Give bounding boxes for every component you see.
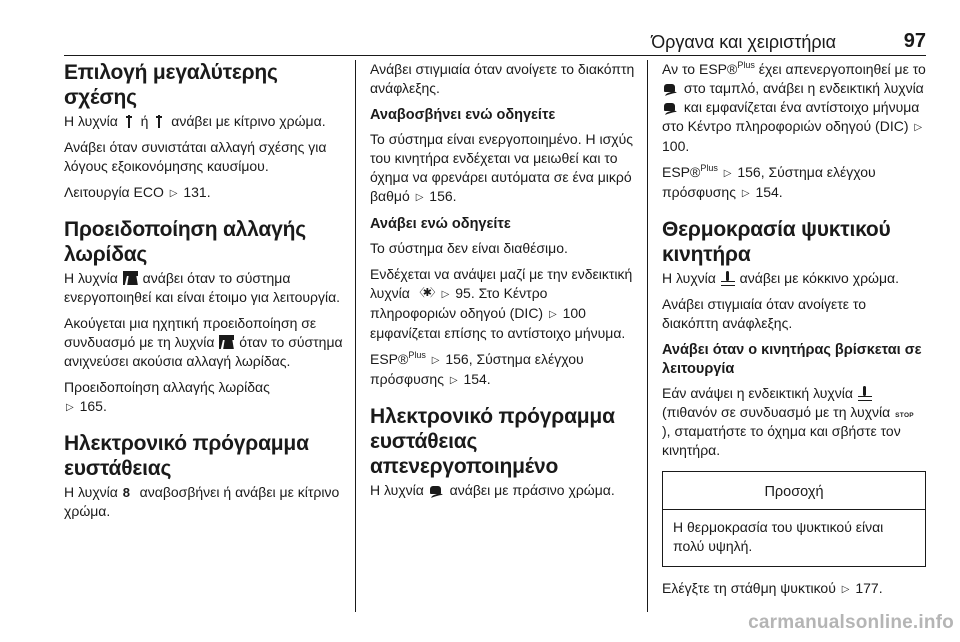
subheading: Ανάβει ενώ οδηγείτε xyxy=(370,216,511,232)
section-title-coolant: Θερμοκρασία ψυκτικού κινητήρα xyxy=(662,218,891,266)
watermark: carmanualsonline.info xyxy=(748,612,954,633)
reference-arrow-icon: ▷ xyxy=(66,402,74,413)
paragraph: Η λυχνία ανάβει όταν το σύστημα ενεργοποιηθεί και είναι έτοιμο για λειτουργία. xyxy=(64,270,341,305)
reference-arrow-icon: ▷ xyxy=(548,309,557,320)
column-3 xyxy=(662,60,926,606)
subheading: Ανάβει όταν ο κινητήρας βρίσκεται σε λειτουργία xyxy=(662,342,922,377)
paragraph: Η λυχνία ανάβει με πράσινο χρώμα. xyxy=(370,482,615,498)
section-title-lane: Προειδοποίηση αλλαγής λωρίδας xyxy=(64,218,306,266)
reference-arrow-icon: ▷ xyxy=(723,168,732,179)
column-1 xyxy=(64,60,349,528)
reference-arrow-icon: ▷ xyxy=(449,375,458,386)
coolant-temp-icon xyxy=(858,386,872,400)
paragraph: Ελέγξτε τη στάθμη ψυκτικού ▷ 177. xyxy=(662,579,926,599)
caution-title: Προσοχή xyxy=(663,472,925,510)
subheading: Αναβοσβήνει ενώ οδηγείτε xyxy=(370,107,556,123)
paragraph: Ανάβει στιγμιαία όταν ανοίγετε το διακόπτη ανάφλεξης. xyxy=(662,296,867,331)
coolant-temp-icon xyxy=(721,271,735,285)
paragraph: Ενδέχεται να ανάψει μαζί με την ενδεικτική λυχνία 〈✱〉 ▷ 95. Στο Κέντρο πληροφοριών οδηγού (DIC) ▷ 100 εμφανίζεται επίσης το αντίστοιχο μήνυμα. xyxy=(370,265,635,343)
lane-departure-icon xyxy=(219,335,234,349)
paragraph: Το σύστημα είναι ενεργοποιημένο. Η ισχύς του κινητήρα ενδέχεται να μειωθεί και το όχημα να φρενάρει αυτόματα σε ένα μικρό βαθμό ▷ 156. xyxy=(370,130,635,207)
caution-box xyxy=(662,471,926,567)
esp-car-icon xyxy=(429,484,445,497)
page-header xyxy=(64,28,926,56)
esp-flash-icon xyxy=(123,486,135,499)
column-2 xyxy=(370,60,635,507)
shift-up-icon xyxy=(123,115,136,128)
paragraph: Ανάβει όταν συνιστάται αλλαγή σχέσης για λόγους εξοικονόμησης καυσίμου. xyxy=(64,139,327,174)
page-number: 97 xyxy=(903,30,926,52)
paragraph: Η λυχνία ή ανάβει με κίτρινο χρώμα. xyxy=(64,113,326,129)
reference-arrow-icon: ▷ xyxy=(741,188,750,199)
paragraph: Ανάβει στιγμιαία όταν ανοίγετε το διακόπτη ανάφλεξης. xyxy=(370,61,635,96)
caution-body: Η θερμοκρασία του ψυκτικού είναι πολύ υψηλή. xyxy=(673,519,884,554)
paragraph: Αν το ESP®$^{Plus}$ έχει απενεργοποιηθεί με το στο ταμπλό, ανάβει η ενδεικτική λυχνία και εμφανίζεται ένα αντίστοιχο μήνυμα στο Κέντρο πληροφοριών οδηγού (DIC) ▷ 100. xyxy=(662,60,926,154)
lane-departure-icon xyxy=(123,271,138,285)
esp-car-icon xyxy=(663,101,679,114)
paragraph: Εάν ανάψει η ενδεικτική λυχνία (πιθανόν σε συνδυασμό με τη λυχνία STOP), σταματήστε το όχημα και σβήστε τον κινητήρα. xyxy=(662,384,926,460)
reference-arrow-icon: ▷ xyxy=(441,289,450,300)
reference-arrow-icon: ▷ xyxy=(415,192,424,203)
section-title-esp: Ηλεκτρονικό πρόγραμμα ευστάθειας xyxy=(64,432,309,480)
paragraph: Ακούγεται μια ηχητική προειδοποίηση σε συνδυασμό με τη λυχνία όταν το σύστημα ανιχνεύσει ακούσια αλλαγή λωρίδας. xyxy=(64,315,343,369)
paragraph: Προειδοποίηση αλλαγής λωρίδας ▷ 165. xyxy=(64,378,349,417)
reference-arrow-icon: ▷ xyxy=(914,122,923,133)
section-title-esp-off: Ηλεκτρονικό πρόγραμμα ευστάθειας απενεργοποιημένο xyxy=(370,405,615,478)
paragraph: Λειτουργία ECO ▷ 131. xyxy=(64,183,349,203)
column-divider xyxy=(355,60,356,612)
paragraph: ESP®$^{Plus}$ ▷ 156, Σύστημα ελέγχου πρόσφυσης ▷ 154. xyxy=(370,350,635,390)
reference-arrow-icon: ▷ xyxy=(431,355,440,366)
paragraph: Η λυχνία 8 αναβοσβήνει ή ανάβει με κίτρινο χρώμα. xyxy=(64,483,349,521)
paragraph: Η λυχνία ανάβει με κόκκινο χρώμα. xyxy=(662,270,900,286)
shift-up-icon xyxy=(153,115,166,128)
reference-arrow-icon: ▷ xyxy=(169,188,178,199)
paragraph: ESP®$^{Plus}$ ▷ 156, Σύστημα ελέγχου πρόσφυσης ▷ 154. xyxy=(662,163,926,203)
column-divider xyxy=(647,60,648,612)
header-title: Όργανα και χειριστήρια xyxy=(651,32,836,52)
paragraph: Το σύστημα δεν είναι διαθέσιμο. xyxy=(370,240,568,256)
steering-icon xyxy=(415,287,435,300)
esp-car-icon xyxy=(663,82,679,95)
reference-arrow-icon: ▷ xyxy=(841,584,850,595)
stop-icon: STOP xyxy=(895,412,914,419)
section-title-shift: Επιλογή μεγαλύτερης σχέσης xyxy=(64,61,278,109)
